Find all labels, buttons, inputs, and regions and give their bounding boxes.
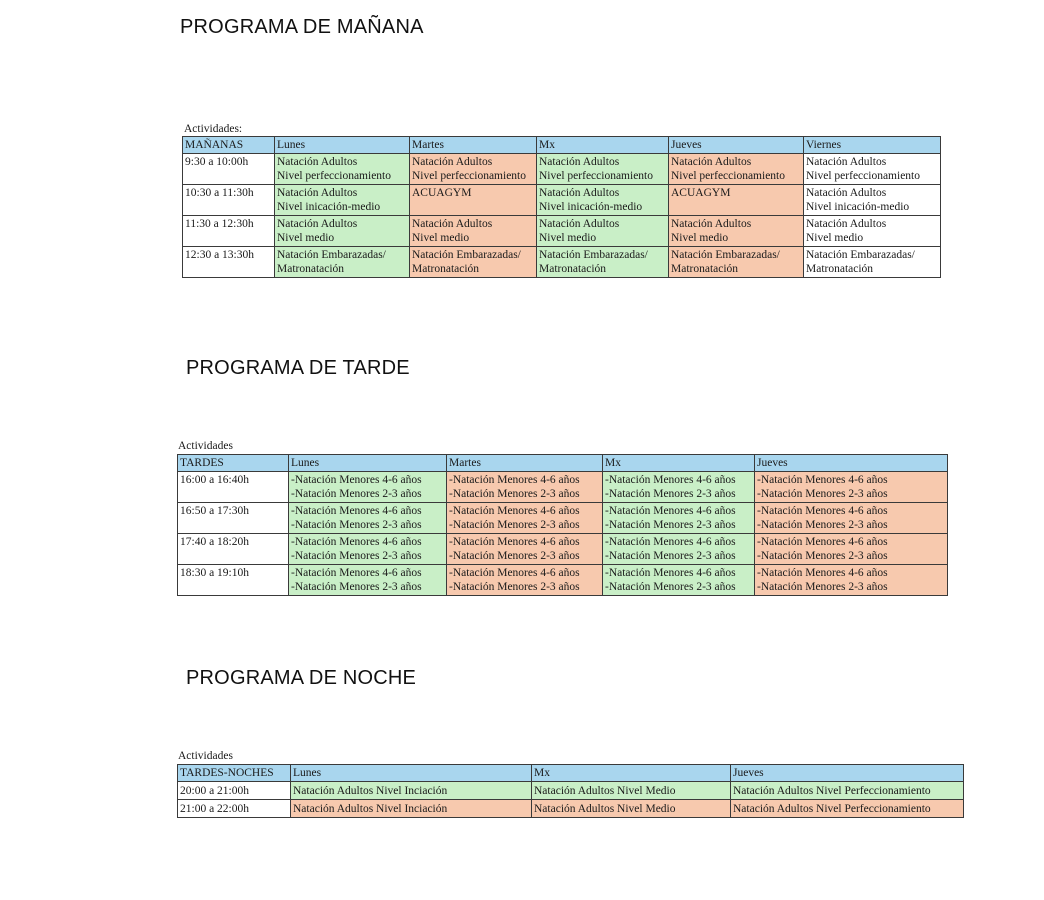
activity-line: -Natación Menores 4-6 años <box>291 505 422 517</box>
activity-line: Natación Embarazadas/ <box>539 249 648 261</box>
activity-cell: Natación Adultos Nivel Inciación <box>291 782 532 800</box>
activity-line: -Natación Menores 2-3 años <box>757 519 888 531</box>
column-header: Jueves <box>755 455 948 472</box>
activity-cell <box>410 185 537 216</box>
activity-cell <box>669 247 804 278</box>
activity-cell <box>537 185 669 216</box>
table-row <box>178 503 948 534</box>
activity-cell <box>755 472 948 503</box>
column-header: Lunes <box>289 455 447 472</box>
activity-line: Natación Adultos <box>277 218 358 230</box>
activity-line: Nivel perfeccionamiento <box>671 170 785 182</box>
table-row <box>183 216 941 247</box>
activity-cell: Natación Adultos Nivel Medio <box>532 782 731 800</box>
table-row <box>178 800 964 818</box>
activity-line: Matronatación <box>412 263 480 275</box>
activity-line: Natación Adultos <box>412 218 493 230</box>
activity-line: -Natación Menores 4-6 años <box>449 505 580 517</box>
activity-cell <box>603 503 755 534</box>
activity-cell <box>537 154 669 185</box>
table-row <box>178 565 948 596</box>
time-cell: 21:00 a 22:00h <box>178 800 291 818</box>
activity-line: Natación Embarazadas/ <box>277 249 386 261</box>
activity-cell <box>447 534 603 565</box>
column-header: Jueves <box>669 137 804 154</box>
table-header-row <box>183 137 941 154</box>
activity-cell: Natación Adultos Nivel Perfeccionamiento <box>731 782 964 800</box>
activity-line: -Natación Menores 4-6 años <box>757 474 888 486</box>
activity-line: Nivel perfeccionamiento <box>806 170 920 182</box>
activity-line: -Natación Menores 2-3 años <box>291 550 422 562</box>
activity-cell <box>410 154 537 185</box>
activity-line: -Natación Menores 4-6 años <box>605 474 736 486</box>
activity-line: Matronatación <box>539 263 607 275</box>
activity-line: -Natación Menores 4-6 años <box>757 567 888 579</box>
time-cell: 17:40 a 18:20h <box>178 534 289 565</box>
activity-line: Natación Adultos <box>671 218 752 230</box>
column-header: MAÑANAS <box>183 137 275 154</box>
morning-title: PROGRAMA DE MAÑANA <box>180 16 424 38</box>
activity-line: -Natación Menores 2-3 años <box>605 581 736 593</box>
afternoon-schedule-table <box>177 454 948 596</box>
activity-line: -Natación Menores 4-6 años <box>449 474 580 486</box>
activity-cell <box>289 565 447 596</box>
activity-cell <box>447 565 603 596</box>
activity-cell <box>275 247 410 278</box>
activity-line: Nivel medio <box>671 232 729 244</box>
time-cell: 16:00 a 16:40h <box>178 472 289 503</box>
activity-cell <box>410 247 537 278</box>
activity-line: -Natación Menores 4-6 años <box>291 567 422 579</box>
activity-line: -Natación Menores 2-3 años <box>605 519 736 531</box>
activity-line: ACUAGYM <box>412 187 472 199</box>
afternoon-caption: Actividades <box>178 440 233 452</box>
activity-line: Nivel perfeccionamiento <box>412 170 526 182</box>
activity-cell <box>447 472 603 503</box>
activity-line: -Natación Menores 4-6 años <box>605 505 736 517</box>
table-header-row <box>178 765 964 782</box>
activity-line: -Natación Menores 2-3 años <box>605 488 736 500</box>
activity-line: -Natación Menores 2-3 años <box>291 519 422 531</box>
activity-line: Nivel inicación-medio <box>277 201 381 213</box>
time-cell: 10:30 a 11:30h <box>183 185 275 216</box>
afternoon-title: PROGRAMA DE TARDE <box>186 357 410 379</box>
night-caption: Actividades <box>178 750 233 762</box>
activity-line: Nivel medio <box>412 232 470 244</box>
table-row <box>183 154 941 185</box>
activity-line: -Natación Menores 2-3 años <box>449 550 580 562</box>
activity-cell <box>669 216 804 247</box>
column-header: Mx <box>537 137 669 154</box>
table-header-row <box>178 455 948 472</box>
column-header: Lunes <box>291 765 532 782</box>
activity-line: -Natación Menores 2-3 años <box>757 550 888 562</box>
activity-cell: Natación Adultos Nivel Inciación <box>291 800 532 818</box>
activity-line: Natación Adultos <box>277 187 358 199</box>
column-header: TARDES-NOCHES <box>178 765 291 782</box>
time-cell: 11:30 a 12:30h <box>183 216 275 247</box>
activity-line: Natación Adultos <box>277 156 358 168</box>
activity-line: Nivel inicación-medio <box>806 201 910 213</box>
activity-cell <box>410 216 537 247</box>
activity-line: Natación Embarazadas/ <box>412 249 521 261</box>
activity-cell: Natación Adultos Nivel Perfeccionamiento <box>731 800 964 818</box>
activity-line: -Natación Menores 2-3 años <box>449 488 580 500</box>
activity-cell <box>289 472 447 503</box>
activity-cell <box>755 534 948 565</box>
activity-cell <box>804 216 941 247</box>
activity-line: -Natación Menores 4-6 años <box>605 536 736 548</box>
activity-line: Nivel perfeccionamiento <box>277 170 391 182</box>
activity-line: Nivel medio <box>277 232 335 244</box>
activity-line: -Natación Menores 2-3 años <box>291 488 422 500</box>
activity-cell <box>603 565 755 596</box>
activity-line: Nivel inicación-medio <box>539 201 643 213</box>
activity-line: Natación Adultos <box>412 156 493 168</box>
activity-line: Natación Adultos <box>671 156 752 168</box>
column-header: Mx <box>532 765 731 782</box>
table-row <box>183 185 941 216</box>
activity-line: -Natación Menores 2-3 años <box>449 581 580 593</box>
activity-cell <box>447 503 603 534</box>
activity-cell <box>275 154 410 185</box>
table-row <box>178 472 948 503</box>
activity-cell <box>669 185 804 216</box>
column-header: Martes <box>410 137 537 154</box>
time-cell: 16:50 a 17:30h <box>178 503 289 534</box>
time-cell: 12:30 a 13:30h <box>183 247 275 278</box>
table-row <box>183 247 941 278</box>
activity-cell: Natación Adultos Nivel Medio <box>532 800 731 818</box>
activity-cell <box>804 154 941 185</box>
time-cell: 9:30 a 10:00h <box>183 154 275 185</box>
activity-cell <box>289 534 447 565</box>
activity-line: -Natación Menores 2-3 años <box>449 519 580 531</box>
activity-cell <box>275 216 410 247</box>
activity-cell <box>537 247 669 278</box>
activity-cell <box>669 154 804 185</box>
activity-cell <box>804 247 941 278</box>
activity-line: Matronatación <box>671 263 739 275</box>
activity-cell <box>755 565 948 596</box>
activity-line: Natación Adultos <box>806 218 887 230</box>
activity-line: Natación Embarazadas/ <box>806 249 915 261</box>
column-header: Lunes <box>275 137 410 154</box>
column-header: Martes <box>447 455 603 472</box>
night-title: PROGRAMA DE NOCHE <box>186 667 417 689</box>
time-cell: 18:30 a 19:10h <box>178 565 289 596</box>
activity-line: Nivel medio <box>806 232 864 244</box>
activity-line: -Natación Menores 4-6 años <box>291 474 422 486</box>
table-row <box>178 782 964 800</box>
activity-cell <box>755 503 948 534</box>
activity-line: -Natación Menores 2-3 años <box>757 488 888 500</box>
activity-cell <box>537 216 669 247</box>
column-header: Viernes <box>804 137 941 154</box>
activity-line: Matronatación <box>277 263 345 275</box>
time-cell: 20:00 a 21:00h <box>178 782 291 800</box>
activity-cell <box>275 185 410 216</box>
activity-line: Matronatación <box>806 263 874 275</box>
activity-line: Natación Adultos <box>806 187 887 199</box>
activity-line: -Natación Menores 2-3 años <box>291 581 422 593</box>
activity-line: -Natación Menores 4-6 años <box>757 536 888 548</box>
activity-line: Nivel medio <box>539 232 597 244</box>
activity-line: -Natación Menores 4-6 años <box>449 567 580 579</box>
activity-line: -Natación Menores 4-6 años <box>757 505 888 517</box>
activity-line: Natación Adultos <box>539 187 620 199</box>
column-header: Jueves <box>731 765 964 782</box>
activity-cell <box>603 534 755 565</box>
activity-line: -Natación Menores 2-3 años <box>757 581 888 593</box>
morning-caption: Actividades: <box>184 123 243 135</box>
morning-schedule-table <box>182 136 941 278</box>
activity-cell <box>289 503 447 534</box>
activity-line: Nivel perfeccionamiento <box>539 170 653 182</box>
activity-line: Natación Adultos <box>806 156 887 168</box>
activity-line: -Natación Menores 4-6 años <box>291 536 422 548</box>
activity-line: ACUAGYM <box>671 187 731 199</box>
column-header: TARDES <box>178 455 289 472</box>
activity-cell <box>804 185 941 216</box>
activity-line: Natación Embarazadas/ <box>671 249 780 261</box>
activity-line: -Natación Menores 4-6 años <box>605 567 736 579</box>
activity-cell <box>603 472 755 503</box>
activity-line: -Natación Menores 4-6 años <box>449 536 580 548</box>
activity-line: -Natación Menores 2-3 años <box>605 550 736 562</box>
activity-line: Natación Adultos <box>539 156 620 168</box>
activity-line: Natación Adultos <box>539 218 620 230</box>
column-header: Mx <box>603 455 755 472</box>
table-row <box>178 534 948 565</box>
night-schedule-table <box>177 764 964 818</box>
